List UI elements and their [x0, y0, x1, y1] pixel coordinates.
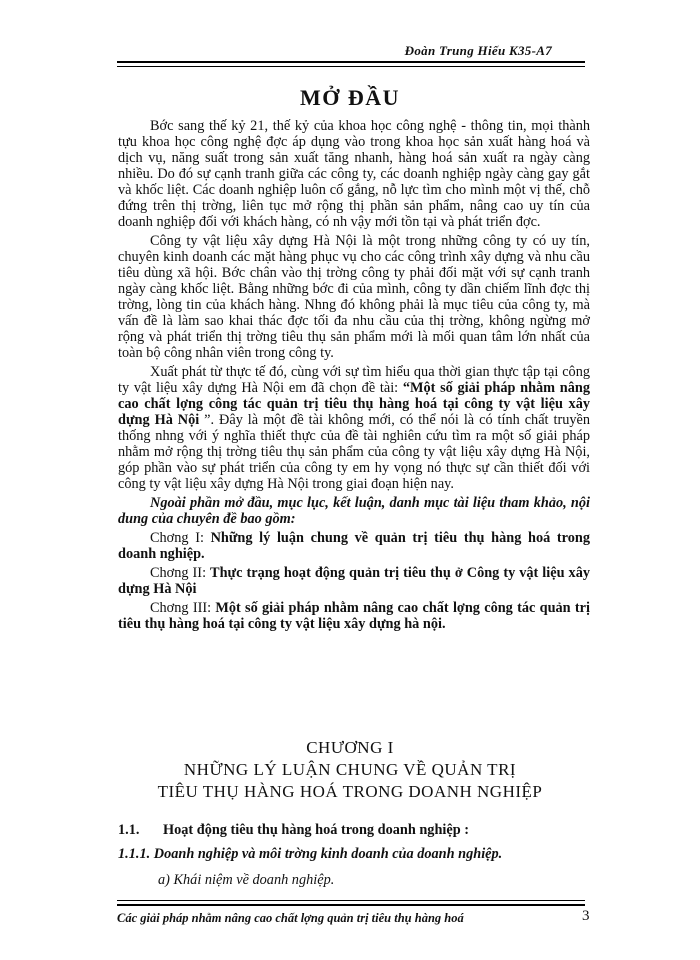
chapter-3-text: Một số giải pháp nhằm nâng cao chất lợng công tác quản trị tiêu thụ hàng hoá tại công ty vật liệu xây dựng hà nội. [118, 600, 590, 632]
chapter-2-text: Thực trạng hoạt động quản trị tiêu thụ ở Công ty vật liệu xây dựng Hà Nội [118, 565, 590, 597]
body-text [118, 118, 590, 635]
chapter-1-label: Chơng I: [150, 530, 211, 546]
page-title: MỞ ĐẦU [299, 85, 401, 110]
header-rule-thin [117, 66, 585, 67]
section-heading-1-1-1: 1.1.1. Doanh nghiệp và môi trờng kinh doanh của doanh nghiệp. [118, 846, 503, 862]
contents-intro: Ngoài phần mở đầu, mục lục, kết luận, danh mục tài liệu tham khảo, nội dung của chuyên đề bao gồm: [118, 495, 590, 527]
chapter-1-summary [118, 530, 590, 562]
header-rule-thick [117, 61, 585, 63]
header-author: Đoàn Trung Hiếu K35-A7 [404, 43, 552, 58]
footer-rule-thick [117, 904, 585, 906]
chapter-heading-line-2: TIÊU THỤ HÀNG HOÁ TRONG DOANH NGHIỆP [157, 782, 543, 801]
paragraph-3-after: ”. Đây là một đề tài không mới, có thể nói là có tính chất truyền thống nhng với ý nghĩa thiết thực của đề tài nghiên cứu tìm ra một số giải pháp nhằm mở rộng thị trờng tiêu thụ sản phẩm của công ty vật liệu xây dựng Hà Nội, góp phần vào sự phát triển của công ty em hy vọng nó thực sự cần thiết đối với công ty vật liệu xây dựng Hà Nội trong giai đoạn hiện nay. [118, 412, 590, 492]
paragraph-3 [118, 364, 590, 492]
chapter-3-summary [118, 600, 590, 632]
chapter-heading-line-1: NHỮNG LÝ LUẬN CHUNG VỀ QUẢN TRỊ [183, 760, 517, 779]
page-number: 3 [582, 908, 590, 924]
subsection-heading-a: a) Khái niệm về doanh nghiệp. [158, 872, 335, 888]
thesis-topic: “Một số giải pháp nhằm nâng cao chất lợng công tác quản trị tiêu thụ hàng hoá tại công ty vật liệu xây dựng Hà Nội [118, 380, 590, 428]
footer-text: Các giải pháp nhằm nâng cao chất lợng quản trị tiêu thụ hàng hoá [117, 911, 464, 925]
section-1-1-number: 1.1. [118, 822, 140, 838]
chapter-1-text: Những lý luận chung về quản trị tiêu thụ hàng hoá trong doanh nghiệp. [118, 530, 590, 562]
chapter-2-label: Chơng II: [150, 565, 211, 581]
section-heading-1-1 [118, 822, 590, 839]
chapter-heading-number: CHƯƠNG I [306, 738, 394, 757]
paragraph-3-before: Xuất phát từ thực tế đó, cùng với sự tìm hiểu qua thời gian thực tập tại công ty vật liệu xây dựng Hà Nội em đã chọn đề tài: [118, 364, 590, 396]
footer-rule-thin [117, 900, 585, 901]
section-1-1-text: Hoạt động tiêu thụ hàng hoá trong doanh nghiệp : [163, 822, 470, 838]
chapter-2-summary [118, 565, 590, 597]
chapter-3-label: Chơng III: [150, 600, 216, 616]
paragraph-1: Bớc sang thế kỷ 21, thế kỷ của khoa học công nghệ - thông tin, mọi thành tựu khoa học công nghệ đợc áp dụng vào trong khoa học sản xuất hàng hoá và dịch vụ, năng suất trong sản xuất tăng nhanh, hàng hoá sản xuất ra ngày càng nhiều. Do đó sự cạnh tranh giữa các công ty, các doanh nghiệp ngày càng gay gắt và khốc liệt. Các doanh nghiệp luôn cố gắng, nỗ lực tìm cho mình một vị thế, chỗ đứng trên thị trờng, liên tục mở rộng thị phần sản phẩm, nâng cao uy tín của doanh nghiệp đối với khách hàng, có nh vậy mới tồn tại và phát triển đợc. [118, 118, 590, 230]
paragraph-2: Công ty vật liệu xây dựng Hà Nội là một trong những công ty có uy tín, chuyên kinh doanh các mặt hàng phục vụ cho các công trình xây dựng và nhu cầu tiêu dùng xã hội. Bớc chân vào thị trờng công ty phải đối mặt với sự cạnh tranh ngày càng khốc liệt. Bằng những bớc đi của mình, công ty dần chiếm lĩnh đợc thị trờng, lòng tin của khách hàng. Nhng đó không phải là mục tiêu của công ty, mà vấn đề là làm sao khai thác đợc tối đa nhu cầu của thị trờng, không ngừng mở rộng và phát triển thị trờng tiêu thụ sản phẩm mới là mối quan tâm lớn nhất của toàn bộ công nhân viên trong công ty. [118, 233, 590, 361]
